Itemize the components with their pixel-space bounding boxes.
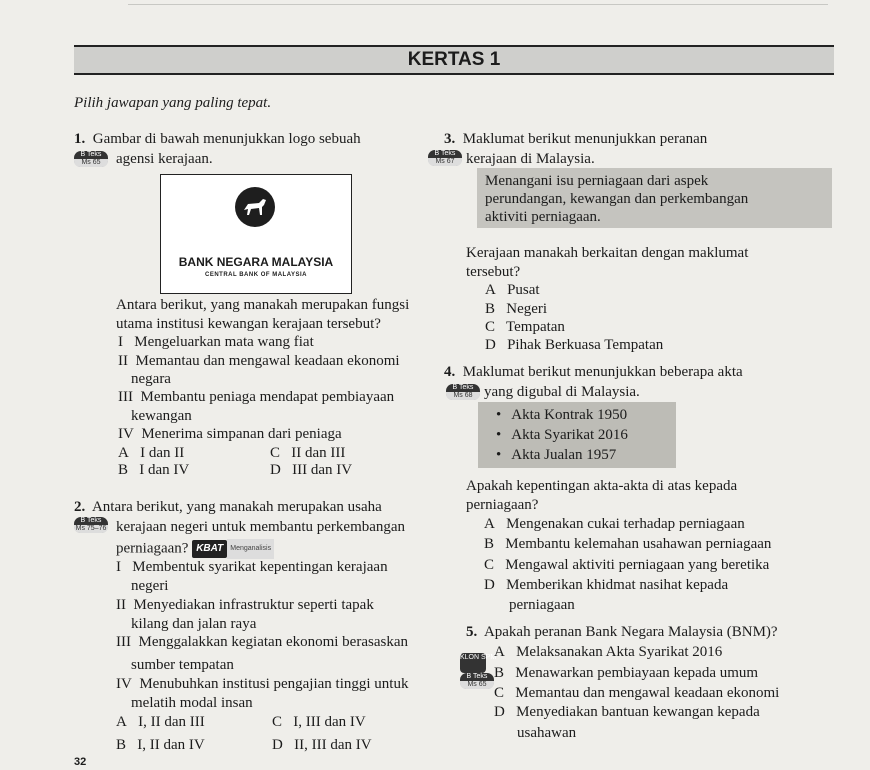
q4-badge <box>446 384 480 402</box>
q3-option-a-text: Pusat <box>507 282 540 298</box>
q2-option-a-letter: A <box>116 714 127 730</box>
q2-option-a-text: I, II dan III <box>138 714 205 730</box>
q3-option-d[interactable] <box>485 336 663 354</box>
q4-stem-line2: yang digubal di Malaysia. <box>484 384 640 400</box>
q2-badge-bottom: Ms 75–76 <box>75 525 107 532</box>
q1-item-1-text: Mengeluarkan mata wang fiat <box>134 334 314 350</box>
q5-klon-spm-badge <box>460 646 497 673</box>
q1-item-2-text: Memantau dan mengawal keadaan ekonomi <box>135 353 400 369</box>
kbat-label: KBAT <box>192 540 227 558</box>
q4-stem-text1: Maklumat berikut menunjukkan beberapa akta <box>462 364 743 380</box>
q1-option-d-text: III dan IV <box>292 462 353 478</box>
q5-badge-top: B Teks <box>466 673 488 680</box>
q4-question-line1: Apakah kepentingan akta-akta di atas kepada <box>466 478 738 494</box>
q4-badge-bottom: Ms 68 <box>446 392 480 400</box>
q1-option-b-letter: B <box>118 462 129 478</box>
q2-item-4 <box>116 675 408 693</box>
q3-option-d-letter: D <box>485 337 496 353</box>
q2-item-1 <box>116 558 388 576</box>
q4-option-d-cont: perniagaan <box>509 597 575 613</box>
kbat-note: Menganalisis <box>227 539 274 559</box>
q2-option-c[interactable] <box>272 713 366 731</box>
q3-question-line2: tersebut? <box>466 264 521 280</box>
q2-stem-line3 <box>116 539 274 559</box>
q3-option-b-text: Negeri <box>506 301 548 317</box>
bnm-logo <box>160 174 352 294</box>
q5-stem-text: Apakah peranan Bank Negara Malaysia (BNM)? <box>483 624 778 640</box>
q4-question-line2: perniagaan? <box>466 497 539 513</box>
q3-box-line3: aktiviti perniagaan. <box>485 209 601 225</box>
q2-item-3-text: Menggalakkan kegiatan ekonomi berasaskan <box>138 634 408 650</box>
q2-item-3-cont: sumber tempatan <box>131 657 234 673</box>
q4-option-d-text: Memberikan khidmat nasihat kepada <box>506 577 729 593</box>
q5-klon-spm-text: KLON SPM <box>460 653 486 673</box>
q3-badge <box>428 150 462 168</box>
q1-number: 1. <box>74 131 86 147</box>
q1-item-3-roman: III <box>118 389 133 405</box>
q1-option-d-letter: D <box>270 462 281 478</box>
q3-badge-bottom: Ms 67 <box>428 158 462 166</box>
q3-number: 3. <box>444 131 456 147</box>
q2-stem-line1 <box>74 498 382 516</box>
q2-option-d-letter: D <box>272 737 283 753</box>
q1-item-4-text: Menerima simpanan dari peniaga <box>141 426 342 442</box>
q3-stem-line1 <box>444 130 707 148</box>
q5-stem <box>466 623 778 641</box>
q1-item-3-text: Membantu peniaga mendapat pembiayaan <box>140 389 395 405</box>
q3-option-c[interactable] <box>485 318 565 336</box>
q5-option-d[interactable] <box>494 703 760 721</box>
q3-question-line1: Kerajaan manakah berkaitan dengan maklumat <box>466 245 749 261</box>
q1-item-4 <box>118 425 342 443</box>
q1-item-2 <box>118 352 400 370</box>
page-number: 32 <box>74 756 87 768</box>
q4-option-b[interactable] <box>484 535 771 553</box>
q1-item-2-cont: negara <box>131 371 171 387</box>
q3-stem-line2: kerajaan di Malaysia. <box>466 151 595 167</box>
q5-option-a-text: Melaksanakan Akta Syarikat 2016 <box>516 644 723 660</box>
q4-option-d-letter: D <box>484 577 495 593</box>
q5-option-d-letter: D <box>494 704 505 720</box>
q4-option-a-text: Mengenakan cukai terhadap perniagaan <box>506 516 745 532</box>
q1-item-1 <box>118 333 314 351</box>
q2-number: 2. <box>74 499 86 515</box>
q2-option-b-text: I, II dan IV <box>137 737 205 753</box>
q5-option-c-text: Memantau dan mengawal keadaan ekonomi <box>515 685 780 701</box>
q4-act-3: • Akta Jualan 1957 <box>496 446 616 464</box>
q3-badge-top: B Teks <box>434 150 456 157</box>
q4-option-a[interactable] <box>484 515 745 533</box>
q3-option-b[interactable] <box>485 300 547 318</box>
q2-option-c-letter: C <box>272 714 283 730</box>
q5-option-d-text: Menyediakan bantuan kewangan kepada <box>516 704 760 720</box>
q1-option-a-letter: A <box>118 445 129 461</box>
q5-number: 5. <box>466 624 478 640</box>
q4-option-b-letter: B <box>484 536 495 552</box>
q3-option-d-text: Pihak Berkuasa Tempatan <box>507 337 664 353</box>
q1-option-c-letter: C <box>270 445 281 461</box>
q4-number: 4. <box>444 364 456 380</box>
q5-option-b-letter: B <box>494 665 505 681</box>
instruction: Pilih jawapan yang paling tepat. <box>74 95 272 111</box>
q2-item-1-cont: negeri <box>131 578 169 594</box>
q1-option-a-text: I dan II <box>140 445 185 461</box>
q2-option-c-text: I, III dan IV <box>293 714 366 730</box>
logo-subtitle: CENTRAL BANK OF MALAYSIA <box>204 272 307 278</box>
q2-item-3-roman: III <box>116 634 131 650</box>
q2-item-3 <box>116 633 408 651</box>
q1-badge <box>74 151 108 169</box>
q1-item-4-roman: IV <box>118 426 134 442</box>
q2-item-2-roman: II <box>116 597 126 613</box>
q3-option-b-letter: B <box>485 301 496 317</box>
q3-option-c-text: Tempatan <box>506 319 565 335</box>
q1-item-3-cont: kewangan <box>131 408 192 424</box>
q2-option-d-text: II, III dan IV <box>294 737 372 753</box>
q2-item-1-text: Membentuk syarikat kepentingan kerajaan <box>132 559 388 575</box>
q1-option-b[interactable] <box>118 461 189 479</box>
q2-item-2-cont: kilang dan jalan raya <box>131 616 257 632</box>
q4-option-b-text: Membantu kelemahan usahawan perniagaan <box>505 536 772 552</box>
q3-box-line1: Menangani isu perniagaan dari aspek <box>485 173 709 189</box>
q2-item-4-cont: melatih modal insan <box>131 695 253 711</box>
q2-item-1-roman: I <box>116 559 121 575</box>
q4-option-a-letter: A <box>484 516 495 532</box>
q4-stem-line1 <box>444 363 743 381</box>
q5-option-a-letter: A <box>494 644 505 660</box>
q5-badge-bottom: Ms 65 <box>460 681 494 689</box>
q2-badge <box>74 517 108 535</box>
q1-badge-top: B Teks <box>80 151 102 158</box>
q1-question-line1: Antara berikut, yang manakah merupakan fungsi <box>116 297 410 313</box>
q3-box-line2: perundangan, kewangan dan perkembangan <box>485 191 749 207</box>
q1-item-3 <box>118 388 394 406</box>
q5-option-c-letter: C <box>494 685 505 701</box>
q5-option-b-text: Menawarkan pembiayaan kepada umum <box>515 665 759 681</box>
q5-text-badge <box>460 673 494 691</box>
section-title: KERTAS 1 <box>407 49 501 70</box>
q2-option-b[interactable] <box>116 736 205 754</box>
q1-stem-line2: agensi kerajaan. <box>116 151 213 167</box>
logo-bank-name: BANK NEGARA MALAYSIA <box>178 255 334 269</box>
q2-stem-line2: kerajaan negeri untuk membantu perkembangan <box>116 519 406 535</box>
q1-item-1-roman: I <box>118 334 123 350</box>
q2-item-4-text: Menubuhkan institusi pengajian tinggi untuk <box>139 676 409 692</box>
q2-option-d[interactable] <box>272 736 372 754</box>
q2-option-a[interactable] <box>116 713 205 731</box>
q4-option-c-letter: C <box>484 557 495 573</box>
q5-option-c[interactable] <box>494 684 779 702</box>
q1-option-d[interactable] <box>270 461 352 479</box>
q2-stem-text3: perniagaan? <box>116 540 189 557</box>
q4-option-c[interactable] <box>484 556 769 574</box>
q1-item-2-roman: II <box>118 353 128 369</box>
q3-option-a-letter: A <box>485 282 496 298</box>
q3-option-c-letter: C <box>485 319 496 335</box>
q2-item-2 <box>116 596 374 614</box>
q1-stem-line1 <box>74 130 361 148</box>
q4-act-2: • Akta Syarikat 2016 <box>496 426 628 444</box>
q4-option-d[interactable] <box>484 576 728 594</box>
q1-stem-text1: Gambar di bawah menunjukkan logo sebuah <box>92 131 361 147</box>
q4-badge-top: B Teks <box>452 384 474 391</box>
q1-option-a[interactable] <box>118 444 184 462</box>
q2-stem-text1: Antara berikut, yang manakah merupakan usaha <box>91 499 382 515</box>
q2-option-b-letter: B <box>116 737 127 753</box>
q1-badge-bottom: Ms 65 <box>74 159 108 167</box>
bnm-emblem-icon <box>235 187 275 227</box>
q4-option-c-text: Mengawal aktiviti perniagaan yang beretika <box>505 557 770 573</box>
q2-item-2-text: Menyediakan infrastruktur seperti tapak <box>133 597 374 613</box>
q5-option-d-cont: usahawan <box>517 725 577 741</box>
q3-option-a[interactable] <box>485 281 540 299</box>
q1-option-c[interactable] <box>270 444 345 462</box>
q5-option-b[interactable] <box>494 664 758 682</box>
q1-question-line2: utama institusi kewangan kerajaan tersebut? <box>116 316 381 332</box>
top-rule <box>128 4 828 5</box>
q3-stem-text1: Maklumat berikut menunjukkan peranan <box>462 131 708 147</box>
q2-badge-top: B Teks <box>80 517 102 524</box>
q4-act-1: • Akta Kontrak 1950 <box>496 406 627 424</box>
q1-option-b-text: I dan IV <box>139 462 190 478</box>
q2-item-4-roman: IV <box>116 676 132 692</box>
q5-option-a[interactable] <box>494 643 722 661</box>
section-header <box>74 46 834 74</box>
q1-option-c-text: II dan III <box>291 445 346 461</box>
